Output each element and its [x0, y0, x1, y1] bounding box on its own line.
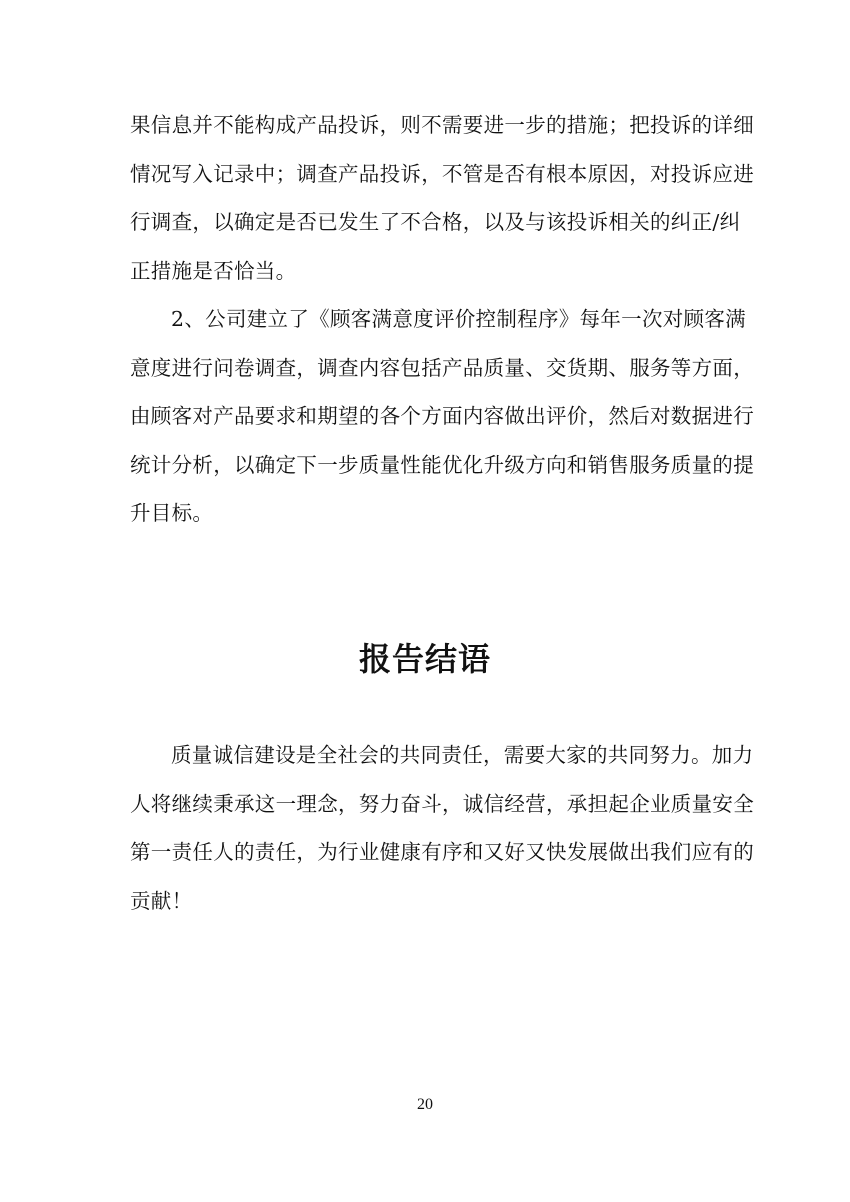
- paragraph-line: 2、公司建立了《顾客满意度评价控制程序》每年一次对顾客满: [171, 307, 746, 331]
- section-heading: 报告结语: [358, 640, 491, 678]
- paragraph-line: 情况写入记录中；调查产品投诉，不管是否有根本原因，对投诉应进: [130, 161, 754, 186]
- paragraph-line: 人将继续秉承这一理念，努力奋斗，诚信经营，承担起企业质量安全: [130, 791, 754, 816]
- paragraph-line: 意度进行问卷调查，调查内容包括产品质量、交货期、服务等方面，: [130, 355, 754, 380]
- paragraph-line: 第一责任人的责任，为行业健康有序和又好又快发展做出我们应有的: [130, 840, 754, 864]
- conclusion-paragraph: [130, 731, 754, 925]
- complaint-handling-section: [130, 101, 754, 538]
- paragraph-line: 行调查，以确定是否已发生了不合格，以及与该投诉相关的纠正/纠: [130, 210, 741, 234]
- page-number: 20: [417, 1096, 433, 1113]
- paragraph-line: 升目标。: [130, 501, 214, 525]
- paragraph-line: 统计分析，以确定下一步质量性能优化升级方向和销售服务质量的提: [130, 452, 754, 477]
- paragraph-line: 贡献！: [130, 888, 193, 913]
- paragraph-line: 由顾客对产品要求和期望的各个方面内容做出评价，然后对数据进行: [130, 404, 754, 428]
- paragraph-line: 质量诚信建设是全社会的共同责任，需要大家的共同努力。加力: [171, 743, 754, 767]
- paragraph-line: 正措施是否恰当。: [130, 258, 297, 283]
- paragraph-line: 果信息并不能构成产品投诉，则不需要进一步的措施；把投诉的详细: [130, 113, 754, 137]
